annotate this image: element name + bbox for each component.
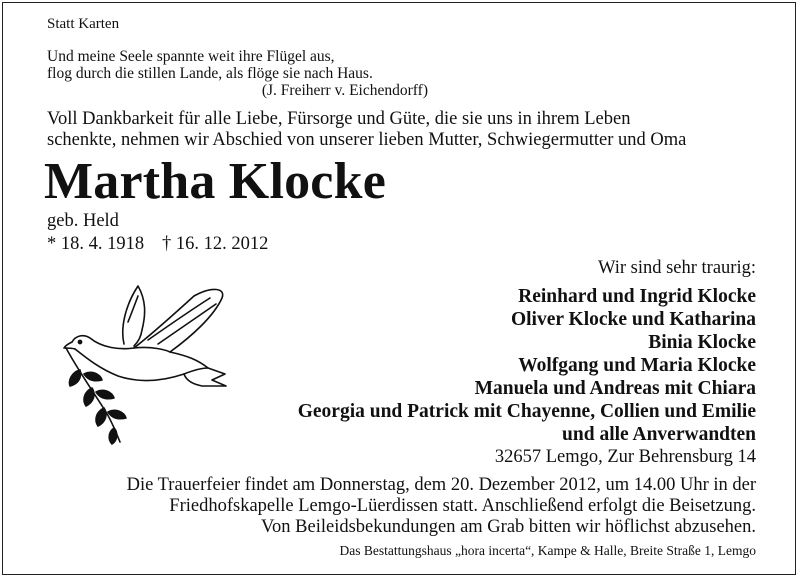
intro-line-2: schenkte, nehmen wir Abschied von unserer lieben Mutter, Schwiegermutter und Oma	[47, 130, 687, 150]
family-line-4: Wolfgang und Maria Klocke	[518, 355, 756, 376]
death-date: † 16. 12. 2012	[162, 234, 269, 254]
ceremony-line-1: Die Trauerfeier findet am Donnerstag, dem 20. Dezember 2012, um 14.00 Uhr in der	[126, 475, 756, 495]
ceremony-line-2: Friedhofskapelle Lemgo-Lüerdissen statt. Anschließend erfolgt die Beisetzung.	[169, 496, 756, 516]
mourners-address: 32657 Lemgo, Zur Behrensburg 14	[494, 447, 756, 467]
intro-line-1: Voll Dankbarkeit für alle Liebe, Fürsorge und Güte, die sie uns in ihrem Leben	[47, 109, 631, 129]
birth-date: * 18. 4. 1918	[47, 234, 145, 254]
family-line-2: Oliver Klocke und Katharina	[510, 309, 756, 330]
family-line-6: Georgia und Patrick mit Chayenne, Collien und Emilie	[297, 401, 756, 422]
deceased-name: Martha Klocke	[44, 153, 386, 210]
family-line-5: Manuela und Andreas mit Chiara	[474, 378, 756, 399]
poem-line-2: flog durch die stillen Lande, als flöge sie nach Haus.	[47, 65, 373, 82]
poem-author: (J. Freiherr v. Eichendorff)	[261, 82, 428, 99]
ceremony-line-3: Von Beileidsbekundungen am Grab bitten wir höflichst abzusehen.	[261, 517, 756, 537]
family-line-7: und alle Anverwandten	[562, 424, 756, 445]
statt-karten-label: Statt Karten	[47, 16, 120, 32]
mourners-intro: Wir sind sehr traurig:	[597, 258, 756, 278]
dove-icon	[62, 282, 232, 447]
undertaker-footer: Das Bestattungshaus „hora incerta“, Kampe & Halle, Breite Straße 1, Lemgo	[339, 543, 756, 558]
poem-line-1: Und meine Seele spannte weit ihre Flügel aus,	[47, 48, 335, 65]
family-line-1: Reinhard und Ingrid Klocke	[518, 286, 756, 307]
family-line-3: Binia Klocke	[648, 332, 756, 353]
maiden-name: geb. Held	[47, 211, 119, 231]
